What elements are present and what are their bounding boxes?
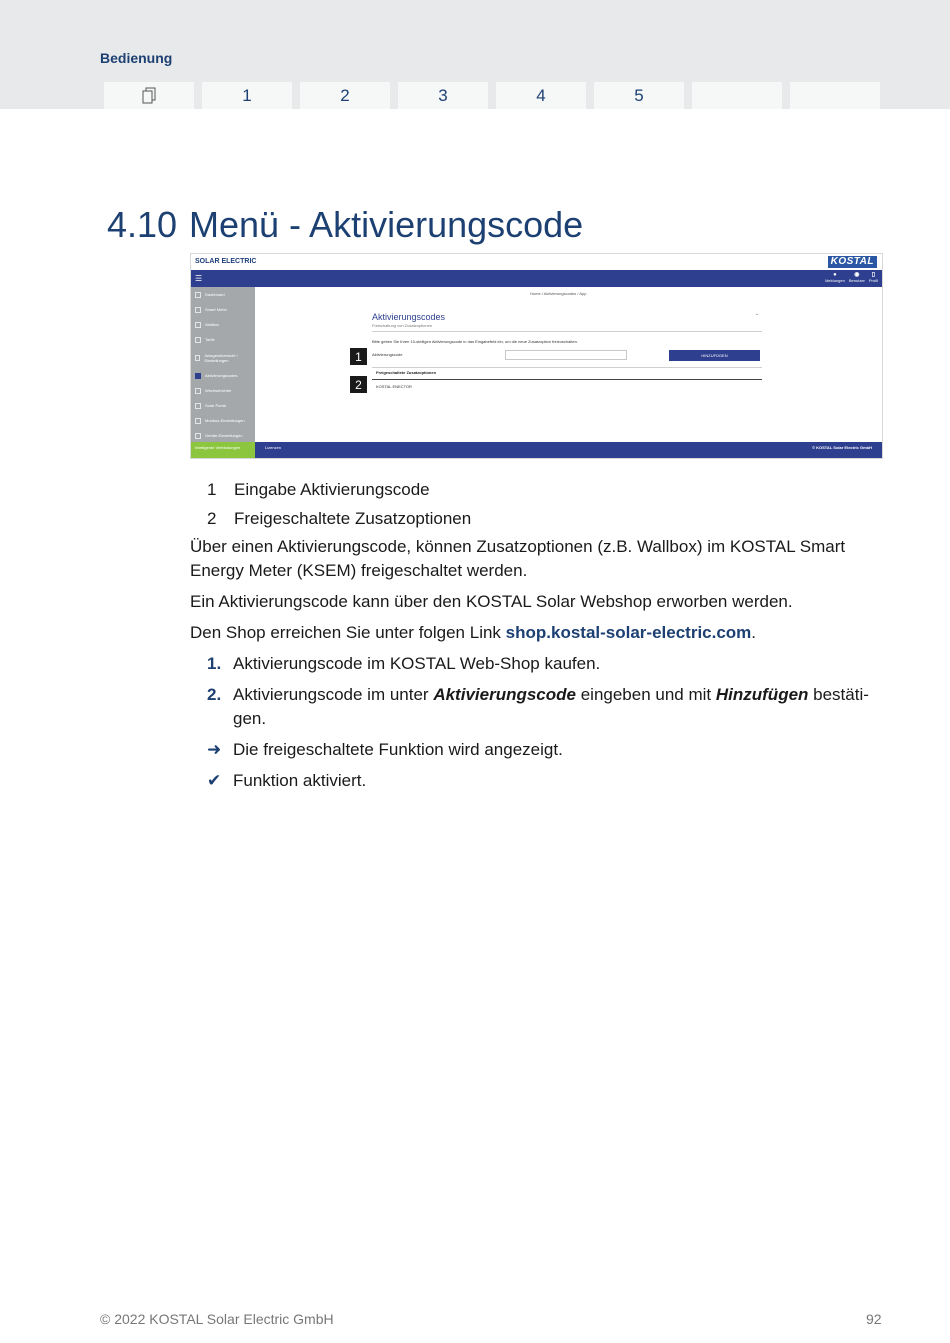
footer-copyright: © 2022 KOSTAL Solar Electric GmbH	[100, 1311, 334, 1327]
cloud-icon	[195, 403, 201, 409]
paragraph-intro: Über einen Aktivierungscode, können Zusatzoptionen (z.B. Wallbox) im KOSTAL Smart Energy Meter (KSEM) freigeschaltet werden.	[190, 537, 846, 580]
menu-icon[interactable]: ☰	[195, 274, 203, 283]
sidebar-label: Geräte-Einstellungen	[205, 433, 243, 438]
step-text: Die freigeschaltete Funktion wird angezeigt.	[233, 740, 563, 759]
app-navbar	[191, 270, 882, 287]
messages-nav[interactable]	[825, 272, 845, 284]
app-page-subtitle: Freischaltung von Zusatzoptionen	[372, 323, 433, 328]
wallbox-icon	[195, 322, 201, 328]
user-nav[interactable]	[849, 272, 865, 284]
step-number: 1.	[207, 654, 222, 673]
breadcrumb: Home / Aktivierungscodes / App	[530, 291, 587, 296]
step-text-part: Aktivierungscode im unter	[233, 685, 434, 704]
nav-label: Profil	[868, 278, 878, 283]
sidebar-label: Wallbox	[205, 322, 220, 327]
tab-chapter-5[interactable]: 5	[594, 82, 684, 109]
kostal-logo: KOSTAL	[828, 256, 877, 268]
modbus-icon	[195, 418, 201, 424]
page-number: 92	[866, 1311, 882, 1327]
footer-tagline: Intelligente Verbindungen	[191, 442, 255, 459]
dashboard-icon	[195, 292, 201, 298]
marker-2: 2	[350, 376, 367, 393]
step-text: Aktivierungscode im KOSTAL Web-Shop kaufen.	[233, 654, 601, 673]
page-title	[107, 204, 583, 246]
tab-chapter-7[interactable]	[790, 82, 880, 109]
step-result	[207, 738, 880, 762]
sidebar-label: Anlagenübersicht / Einstellungen	[204, 352, 238, 363]
sidebar-label: Solar Portal	[205, 403, 226, 408]
legend-item	[207, 475, 471, 504]
app-page-title: Aktivierungscodes	[372, 312, 446, 322]
divider	[372, 367, 762, 368]
key-icon	[195, 373, 201, 379]
licenses-link[interactable]: Lizenzen	[265, 445, 282, 450]
tariff-icon	[195, 337, 201, 343]
sidebar-label: Tarife	[205, 337, 215, 342]
legend-text: Eingabe Aktivierungscode	[234, 480, 430, 499]
app-nav-icons	[825, 272, 878, 284]
sidebar-label: Dashboard	[205, 292, 225, 297]
inverter-icon	[195, 388, 201, 394]
arrow-right-icon: ➜	[207, 740, 222, 759]
section-title: Menü - Aktivierungscode	[189, 204, 584, 245]
tab-contents[interactable]	[104, 82, 194, 109]
sidebar-item-modbus[interactable]	[191, 413, 255, 428]
sidebar-label: Wechselrichter	[205, 388, 232, 393]
divider	[372, 379, 762, 380]
app-footer	[191, 442, 882, 459]
option-item: KOSTAL ENECTOR	[376, 384, 412, 389]
app-brand: SOLAR ELECTRIC	[195, 258, 257, 265]
tab-chapter-6[interactable]	[692, 82, 782, 109]
legend-text: Freigeschaltete Zusatzoptionen	[234, 509, 472, 528]
ui-term-activation-code: Aktivierungscode	[433, 685, 576, 704]
code-label: Aktivierungscode	[372, 352, 403, 357]
sidebar-label: Smart Meter	[205, 307, 228, 312]
app-screenshot	[190, 253, 883, 459]
legend-number: 1	[207, 480, 217, 499]
step-1	[207, 652, 880, 676]
sidebar-item-tariffs[interactable]	[191, 332, 255, 347]
chapter-tabs	[104, 82, 880, 109]
meter-icon	[195, 307, 201, 313]
device-icon	[195, 433, 201, 439]
figure-legend	[207, 475, 471, 533]
sidebar-item-wallbox[interactable]	[191, 317, 255, 332]
user-icon: ◉	[854, 272, 860, 278]
hint-text: Bitte geben Sie Ihren 10-stelligen Aktivierungscode in das Eingabefeld ein, um die neue Zusatzoption freizuschalten.	[372, 339, 578, 344]
profile-nav[interactable]	[869, 272, 878, 284]
section-label: Bedienung	[100, 50, 173, 66]
lock-icon: ▯	[871, 272, 876, 278]
checkmark-icon: ✔	[207, 771, 222, 790]
app-brandbar	[191, 254, 882, 270]
sidebar-label: Modbus-Einstellungen	[205, 418, 245, 423]
tab-chapter-2[interactable]: 2	[300, 82, 390, 109]
step-number: 2.	[207, 685, 222, 704]
sidebar-item-smart-meter[interactable]	[191, 302, 255, 317]
link-prefix: Den Shop erreichen Sie unter folgen Link	[190, 623, 506, 642]
ui-term-add: Hinzufügen	[715, 685, 809, 704]
step-2	[207, 683, 880, 731]
sidebar-item-dashboard[interactable]	[191, 287, 255, 302]
add-button[interactable]: HINZUFÜGEN	[669, 350, 760, 361]
settings-icon	[195, 355, 200, 361]
sidebar-item-overview[interactable]	[191, 347, 255, 368]
nav-label: Meldungen	[825, 278, 845, 283]
app-sidebar	[191, 287, 255, 442]
shop-link[interactable]: shop.kostal-solar-electric.com	[505, 623, 752, 642]
sidebar-item-device-settings[interactable]	[191, 428, 255, 443]
activation-code-input[interactable]	[505, 350, 627, 360]
section-number: 4.10	[107, 204, 178, 245]
step-text-part: eingeben und mit	[575, 685, 716, 704]
sidebar-item-solar-portal[interactable]	[191, 398, 255, 413]
paragraph-webshop: Ein Aktivierungscode kann über den KOSTAL Solar Webshop erworben werden.	[190, 592, 793, 611]
divider	[372, 331, 762, 332]
marker-1: 1	[350, 348, 367, 365]
sidebar-item-inverter[interactable]	[191, 383, 255, 398]
sidebar-item-activation-codes[interactable]	[191, 368, 255, 383]
instruction-steps	[207, 652, 880, 800]
tab-chapter-1[interactable]: 1	[202, 82, 292, 109]
tab-chapter-4[interactable]: 4	[496, 82, 586, 109]
step-text: Funktion aktiviert.	[233, 771, 367, 790]
sidebar-label: Aktivierungscodes	[205, 373, 238, 378]
nav-label: Benutzer	[848, 278, 865, 283]
tab-chapter-3[interactable]: 3	[398, 82, 488, 109]
legend-item	[207, 504, 471, 533]
step-text	[233, 683, 880, 731]
link-suffix: .	[751, 623, 757, 642]
step-text-part: bestäti-gen.	[233, 685, 869, 728]
options-header: Freigeschaltete Zusatzoptionen	[376, 370, 437, 375]
app-copyright: © KOSTAL Solar Electric GmbH	[812, 445, 872, 450]
bell-icon: ●	[833, 272, 837, 278]
step-done	[207, 769, 880, 793]
collapse-icon[interactable]: ⌄	[755, 311, 760, 317]
legend-number: 2	[207, 509, 217, 528]
paragraph-link	[190, 621, 880, 645]
pages-icon	[141, 87, 157, 104]
